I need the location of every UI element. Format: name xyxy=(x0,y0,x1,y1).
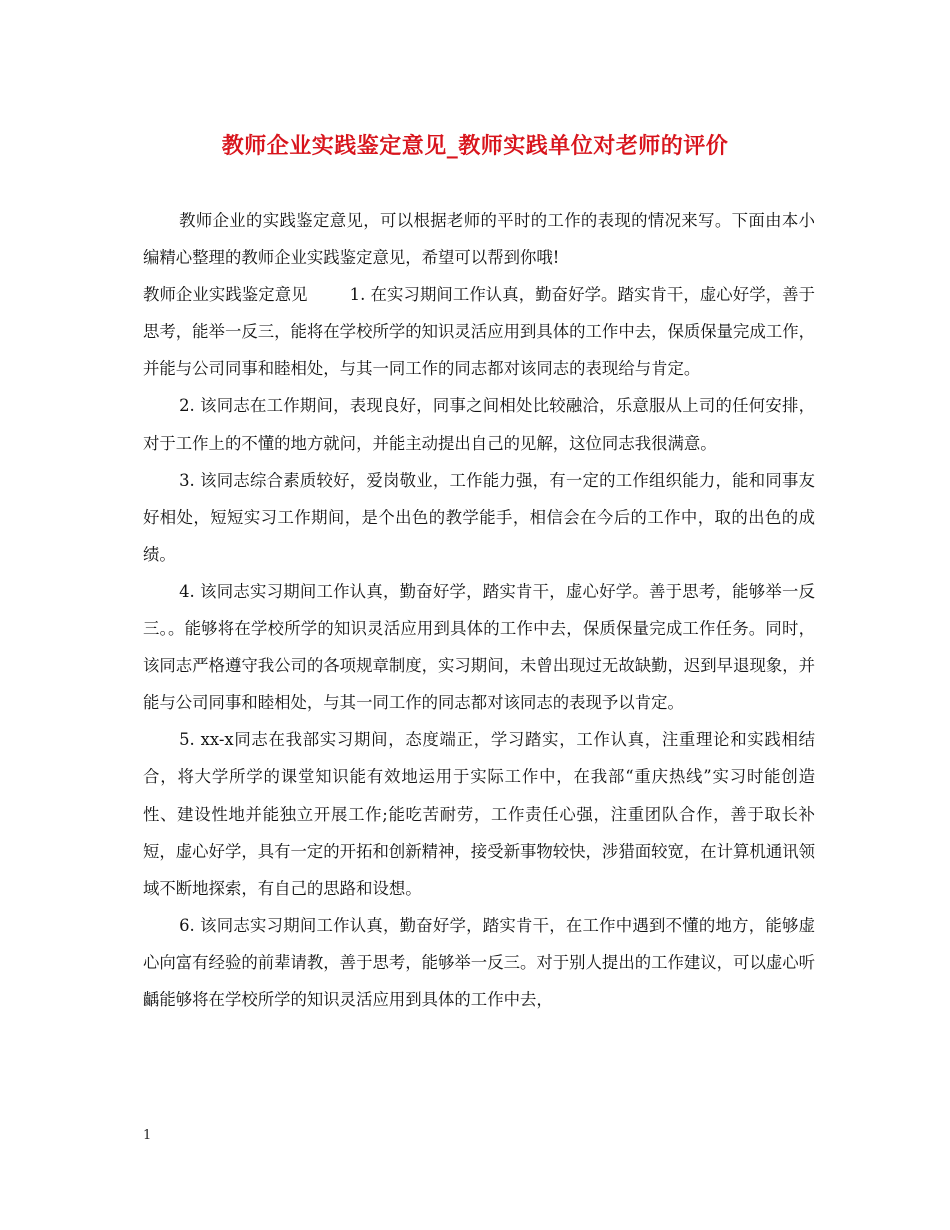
section-heading: 教师企业实践鉴定意见 xyxy=(143,285,308,305)
paragraph-4: 4. 该同志实习期间工作认真，勤奋好学，踏实肯干，虚心好学。善于思考，能够举一反三。。能够将在学校所学的知识灵活应用到具体的工作中去，保质保量完成工作任务。同时，该同志严格遵守我公司的各项规章制度，实习期间，未曾出现过无故缺勤，迟到早退现象，并能与公司同事和睦相处，与其一同工作的同志都对该同志的表现予以肯定。 xyxy=(143,581,816,713)
document-body xyxy=(143,202,815,1018)
intro-paragraph: 教师企业的实践鉴定意见，可以根据老师的平时的工作的表现的情况来写。下面由本小编精心整理的教师企业实践鉴定意见，希望可以帮到你哦! xyxy=(143,211,815,268)
paragraph-3: 3. 该同志综合素质较好，爱岗敬业，工作能力强，有一定的工作组织能力，能和同事友好相处，短短实习工作期间，是个出色的教学能手，相信会在今后的工作中，取的出色的成绩。 xyxy=(143,470,815,564)
paragraph-5: 5. xx-x同志在我部实习期间，态度端正，学习踏实，工作认真，注重理论和实践相结合，将大学所学的课堂知识能有效地运用于实际工作中，在我部“重庆热线”实习时能创造性、建设性地并能独立开展工作;能吃苦耐劳，工作责任心强，注重团队合作，善于取长补短，虚心好学，具有一定的开拓和创新精神，接受新事物较快，涉猎面较宽，在计算机通讯领域不断地探索，有自己的思路和设想。 xyxy=(143,730,816,898)
paragraph-2: 2. 该同志在工作期间，表现良好，同事之间相处比较融洽，乐意服从上司的任何安排，对于工作上的不懂的地方就问，并能主动提出自己的见解，这位同志我很满意。 xyxy=(143,396,815,453)
section-paragraph-1 xyxy=(143,276,815,387)
paragraph-6: 6. 该同志实习期间工作认真，勤奋好学，踏实肯干，在工作中遇到不懂的地方，能够虚心向富有经验的前辈请教，善于思考，能够举一反三。对于别人提出的工作建议，可以虚心听齲能够将在学校所学的知识灵活应用到具体的工作中去， xyxy=(143,915,816,1009)
document-title: 教师企业实践鉴定意见_教师实践单位对老师的评价 xyxy=(221,133,729,159)
paragraph-1-text: 1. 在实习期间工作认真，勤奋好学。踏实肯干，虚心好学，善于思考，能举一反三，能将在学校所学的知识灵活应用到具体的工作中去，保质保量完成工作，并能与公司同事和睦相处，与其一同工作的同志都对该同志的表现给与肯定。 xyxy=(143,285,816,379)
page-number: 1 xyxy=(143,1128,152,1143)
